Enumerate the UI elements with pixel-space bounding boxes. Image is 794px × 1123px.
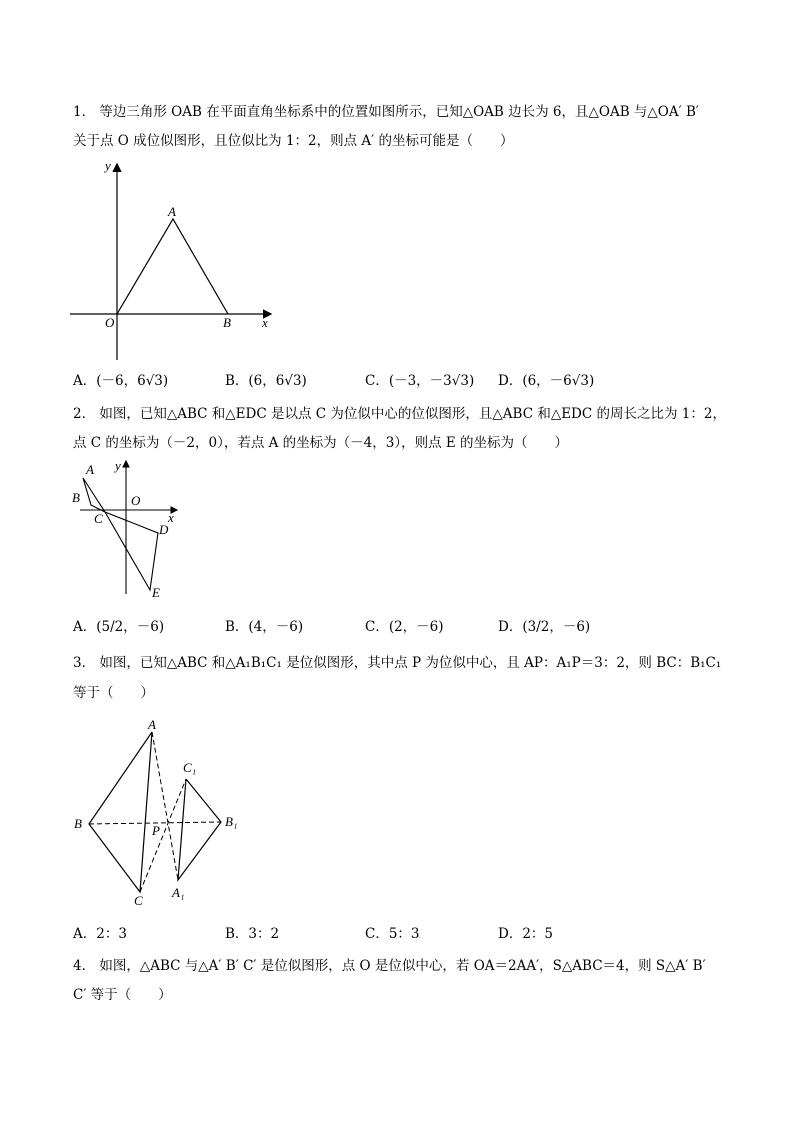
q3-text-line2: 等于（ ） (73, 685, 154, 701)
q2-option-b: B．(4，－6) (225, 619, 304, 635)
q3-line-a-a1 (152, 732, 178, 880)
q1-label-o: O (105, 315, 115, 330)
q3-label-a: A (148, 717, 156, 732)
q4-text-line1: 4． 如图，△ABC 与△A′ B′ C′ 是位似图形，点 O 是位似中心，若 OA＝2AA′，S△ABC＝4，则 S△A′ B′ (73, 958, 706, 974)
q1-text-line1: 1． 等边三角形 OAB 在平面直角坐标系中的位置如图所示，已知△OAB 边长为 6，且△OAB 与△OA′ B′ (73, 104, 699, 120)
q1-option-b: B．(6，6√3) (225, 373, 307, 389)
q2-option-c: C．(2，－6) (365, 619, 444, 635)
q3-figure (68, 712, 258, 912)
q2-option-d: D．(3/2，－6) (498, 619, 591, 635)
q2-option-a: A．(5/2，－6) (73, 619, 165, 635)
q1-label-b: B (223, 315, 231, 330)
q2-text-line2: 点 C 的坐标为（－2，0），若点 A 的坐标为（－4，3），则点 E 的坐标为（ ） (73, 435, 569, 451)
q3-option-d: D．2：5 (498, 926, 554, 942)
q3-label-c: C (134, 893, 143, 908)
q1-option-d: D．(6，－6√3) (498, 373, 595, 389)
q2-text-line1: 2． 如图，已知△ABC 和△EDC 是以点 C 为位似中心的位似图形，且△ABC 和△EDC 的周长之比为 1：2， (73, 406, 726, 422)
q1-figure (60, 155, 290, 370)
q3-option-a: A．2：3 (73, 926, 127, 942)
q3-triangle-a1b1c1 (178, 779, 221, 880)
q3-label-b: B (74, 816, 82, 831)
q1-option-c: C．(－3，－3√3) (365, 373, 475, 389)
q3-option-c: C．5：3 (365, 926, 420, 942)
q2-triangle-abc (83, 478, 105, 512)
q3-label-p: P (152, 823, 160, 838)
q2-triangle-edc (105, 512, 158, 590)
q1-label-y: y (105, 158, 111, 173)
q2-label-x: x (168, 510, 174, 525)
q3-option-b: B．3：2 (225, 926, 280, 942)
q1-label-x: x (262, 315, 268, 330)
q2-label-a: A (86, 462, 94, 477)
q3-text-line1: 3． 如图，已知△ABC 和△A₁B₁C₁ 是位似图形，其中点 P 为位似中心，且 AP：A₁P＝3：2，则 BC：B₁C₁ (73, 655, 722, 671)
q1-label-a: A (168, 204, 176, 219)
q3-label-c1: C₁ (183, 760, 197, 775)
q1-option-a: A．(－6，6√3) (73, 373, 169, 389)
q4-text-line2: C′ 等于（ ） (73, 987, 172, 1003)
q3-triangle-abc (89, 732, 152, 892)
q2-label-b: B (72, 490, 80, 505)
q3-label-a1: A₁ (172, 885, 185, 900)
q2-label-e: E (152, 585, 160, 600)
q2-figure (68, 458, 188, 603)
q1-triangle-oab (117, 219, 228, 314)
q2-label-c: C (94, 511, 103, 526)
q2-label-d: D (159, 522, 169, 537)
q3-label-b1: B₁ (225, 814, 238, 829)
q1-text-line2: 关于点 O 成位似图形，且位似比为 1：2，则点 A′ 的坐标可能是（ ） (73, 133, 514, 149)
q2-label-o: O (131, 493, 141, 508)
q2-label-y: y (115, 458, 121, 473)
